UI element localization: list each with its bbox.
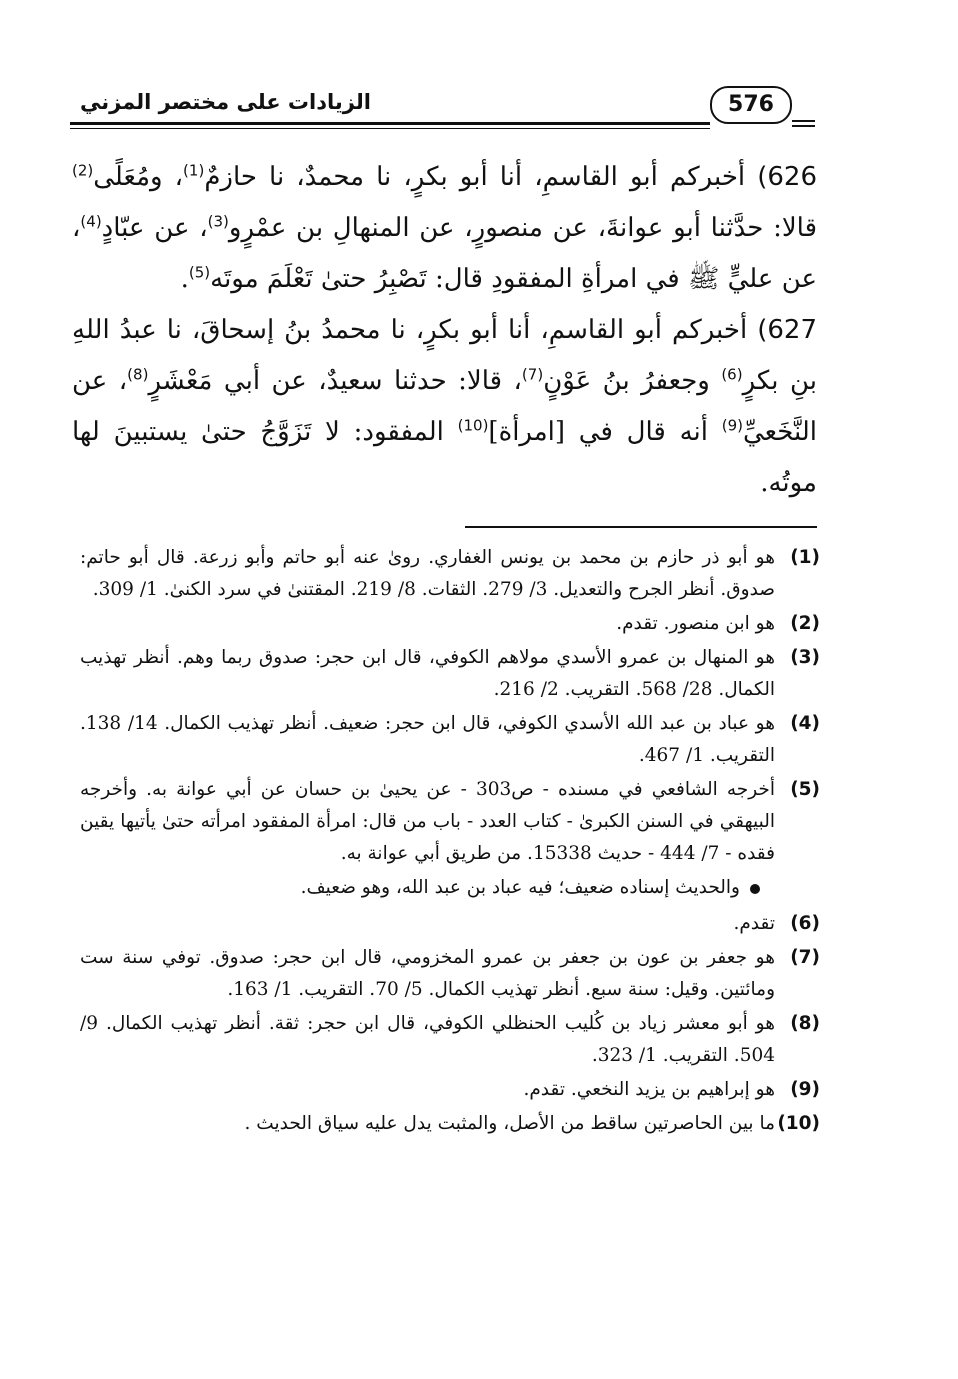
footnotes xyxy=(80,542,820,1142)
header-rule xyxy=(70,122,710,125)
entry-text: قالا: حدَّثنا أبو عوانةَ، عن منصورٍ، عن المنهالِ بن عمْرٍو xyxy=(228,213,818,243)
footnote-number: (1) xyxy=(790,547,820,568)
footnote-number: (3) xyxy=(790,647,820,668)
page-header xyxy=(70,78,815,128)
footnote-number: (10) xyxy=(777,1113,820,1134)
entry-text: ، عن عبّادٍ xyxy=(101,213,208,243)
footnote-text: هو أبو معشر زياد بن كُليب الحنظلي الكوفي، قال ابن حجر: ثقة. أنظر تهذيب الكمال. 9/ 504. التقريب. 1/ 323. xyxy=(80,1013,775,1066)
footnote-mark: (3) xyxy=(207,212,229,231)
footnote-separator xyxy=(465,526,817,528)
footnote-mark: (1) xyxy=(183,161,205,180)
footnote-text: أخرجه الشافعي في مسنده - ص303 - عن يحيىٰ بن حسان عن أبي عوانة به. وأخرجه البيهقي في السنن الكبرىٰ - كتاب العدد - باب من قال: امرأة المفقود امرأته حتىٰ يأتيها يقين فقده - 7/ 444 - حديث 15338. من طريق أبي عوانة به. xyxy=(80,779,775,864)
footnote-7 xyxy=(80,942,820,1006)
footnote-text: ما بين الحاصرتين ساقط من الأصل، والمثبت يدل عليه سياق الحديث . xyxy=(244,1113,775,1134)
page-number: 576 xyxy=(710,86,792,124)
header-title: الزيادات على مختصر المزني xyxy=(80,90,371,114)
footnote-10 xyxy=(80,1108,820,1140)
entry-text: . xyxy=(180,264,189,294)
bullet-icon xyxy=(750,884,760,894)
entry-number: 626) xyxy=(757,162,817,192)
footnote-number: (4) xyxy=(790,713,820,734)
header-rule-thin xyxy=(70,128,710,129)
hadith-entry-627 xyxy=(72,305,817,509)
footnote-5 xyxy=(80,774,820,870)
entry-number: 627) xyxy=(757,315,817,345)
entry-text: المفقود: لا تَزَوَّجُ حتىٰ يستبينَ لها موتُه. xyxy=(72,417,817,498)
footnote-number: (7) xyxy=(790,947,820,968)
entry-text: أخبركم أبو القاسمِ، أنا أبو بكرٍ، نا محمدُ بنُ إسحاقَ، نا عبدُ اللهِ بنِ بكرٍ xyxy=(72,315,818,396)
footnote-mark: (9) xyxy=(721,416,744,435)
footnote-number: (2) xyxy=(790,613,820,634)
footnote-3 xyxy=(80,642,820,706)
footnote-9 xyxy=(80,1074,820,1106)
footnote-mark: (2) xyxy=(72,161,94,180)
footnote-number: (6) xyxy=(790,913,820,934)
entry-text: ، قالا: حدثنا سعيدٌ، عن أبي مَعْشَرٍ xyxy=(148,366,522,396)
header-rule-right-2 xyxy=(792,125,815,127)
footnote-subtext: والحديث إسناده ضعيف؛ فيه عباد بن عبد الله، وهو ضعيف. xyxy=(300,877,740,898)
hadith-entry-626 xyxy=(72,152,817,305)
footnote-text: هو عباد بن عبد الله الأسدي الكوفي، قال ابن حجر: ضعيف. أنظر تهذيب الكمال. 14/ 138. التقريب. 1/ 467. xyxy=(80,713,775,766)
entry-text: أخبركم أبو القاسمِ، أنا أبو بكرٍ، نا محمدٌ، نا حازمٌ xyxy=(204,162,746,192)
footnote-1 xyxy=(80,542,820,606)
footnote-number: (5) xyxy=(790,779,820,800)
footnote-2 xyxy=(80,608,820,640)
footnote-text: هو جعفر بن عون بن جعفر بن عمرو المخزومي، قال ابن حجر: صدوق. توفي سنة ست ومائتين. وقيل: سنة سبع. أنظر تهذيب الكمال. 5/ 70. التقريب. 1/ 163. xyxy=(80,947,775,1000)
footnote-6 xyxy=(80,908,820,940)
entry-text: أنه قال في [امرأة] xyxy=(488,417,722,447)
main-text xyxy=(72,152,817,509)
footnote-mark: (6) xyxy=(721,365,743,384)
entry-text: وجعفرُ بنُ عَوْنٍ xyxy=(543,366,722,396)
footnote-mark: (7) xyxy=(521,365,544,384)
footnote-number: (9) xyxy=(790,1079,820,1100)
footnote-text: هو أبو ذر حازم بن محمد بن يونس الغفاري. روىٰ عنه أبو حاتم وأبو زرعة. قال أبو حاتم: صدوق. أنظر الجرح والتعديل. 3/ 279. الثقات. 8/ 219. المقتنىٰ في سرد الكنىٰ. 1/ 309. xyxy=(80,547,775,600)
footnote-number: (8) xyxy=(790,1013,820,1034)
footnote-5-note xyxy=(80,872,820,904)
header-rule-right xyxy=(792,120,815,122)
entry-text: ، ومُعَلًى xyxy=(93,162,184,192)
footnote-4 xyxy=(80,708,820,772)
footnote-text: تقدم. xyxy=(733,913,775,934)
footnote-text: هو إبراهيم بن يزيد النخعي. تقدم. xyxy=(523,1079,775,1100)
footnote-mark: (8) xyxy=(127,365,149,384)
footnote-text: هو ابن منصور. تقدم. xyxy=(616,613,775,634)
footnote-mark: (5) xyxy=(188,263,211,282)
footnote-text: هو المنهال بن عمرو الأسدي مولاهم الكوفي، قال ابن حجر: صدوق ربما وهم. أنظر تهذيب الكمال. 28/ 568. التقريب. 2/ 216. xyxy=(80,647,775,700)
entry-text: ، عن عليٍّ ﷺ في امرأةِ المفقودِ قال: تَصْبِرُ حتىٰ تَعْلَمَ موتَه xyxy=(72,213,817,294)
footnote-8 xyxy=(80,1008,820,1072)
entry-text: ، عن النَّخَعيِّ xyxy=(72,366,818,447)
footnote-mark: (4) xyxy=(80,212,102,231)
footnote-mark: (10) xyxy=(457,416,489,435)
